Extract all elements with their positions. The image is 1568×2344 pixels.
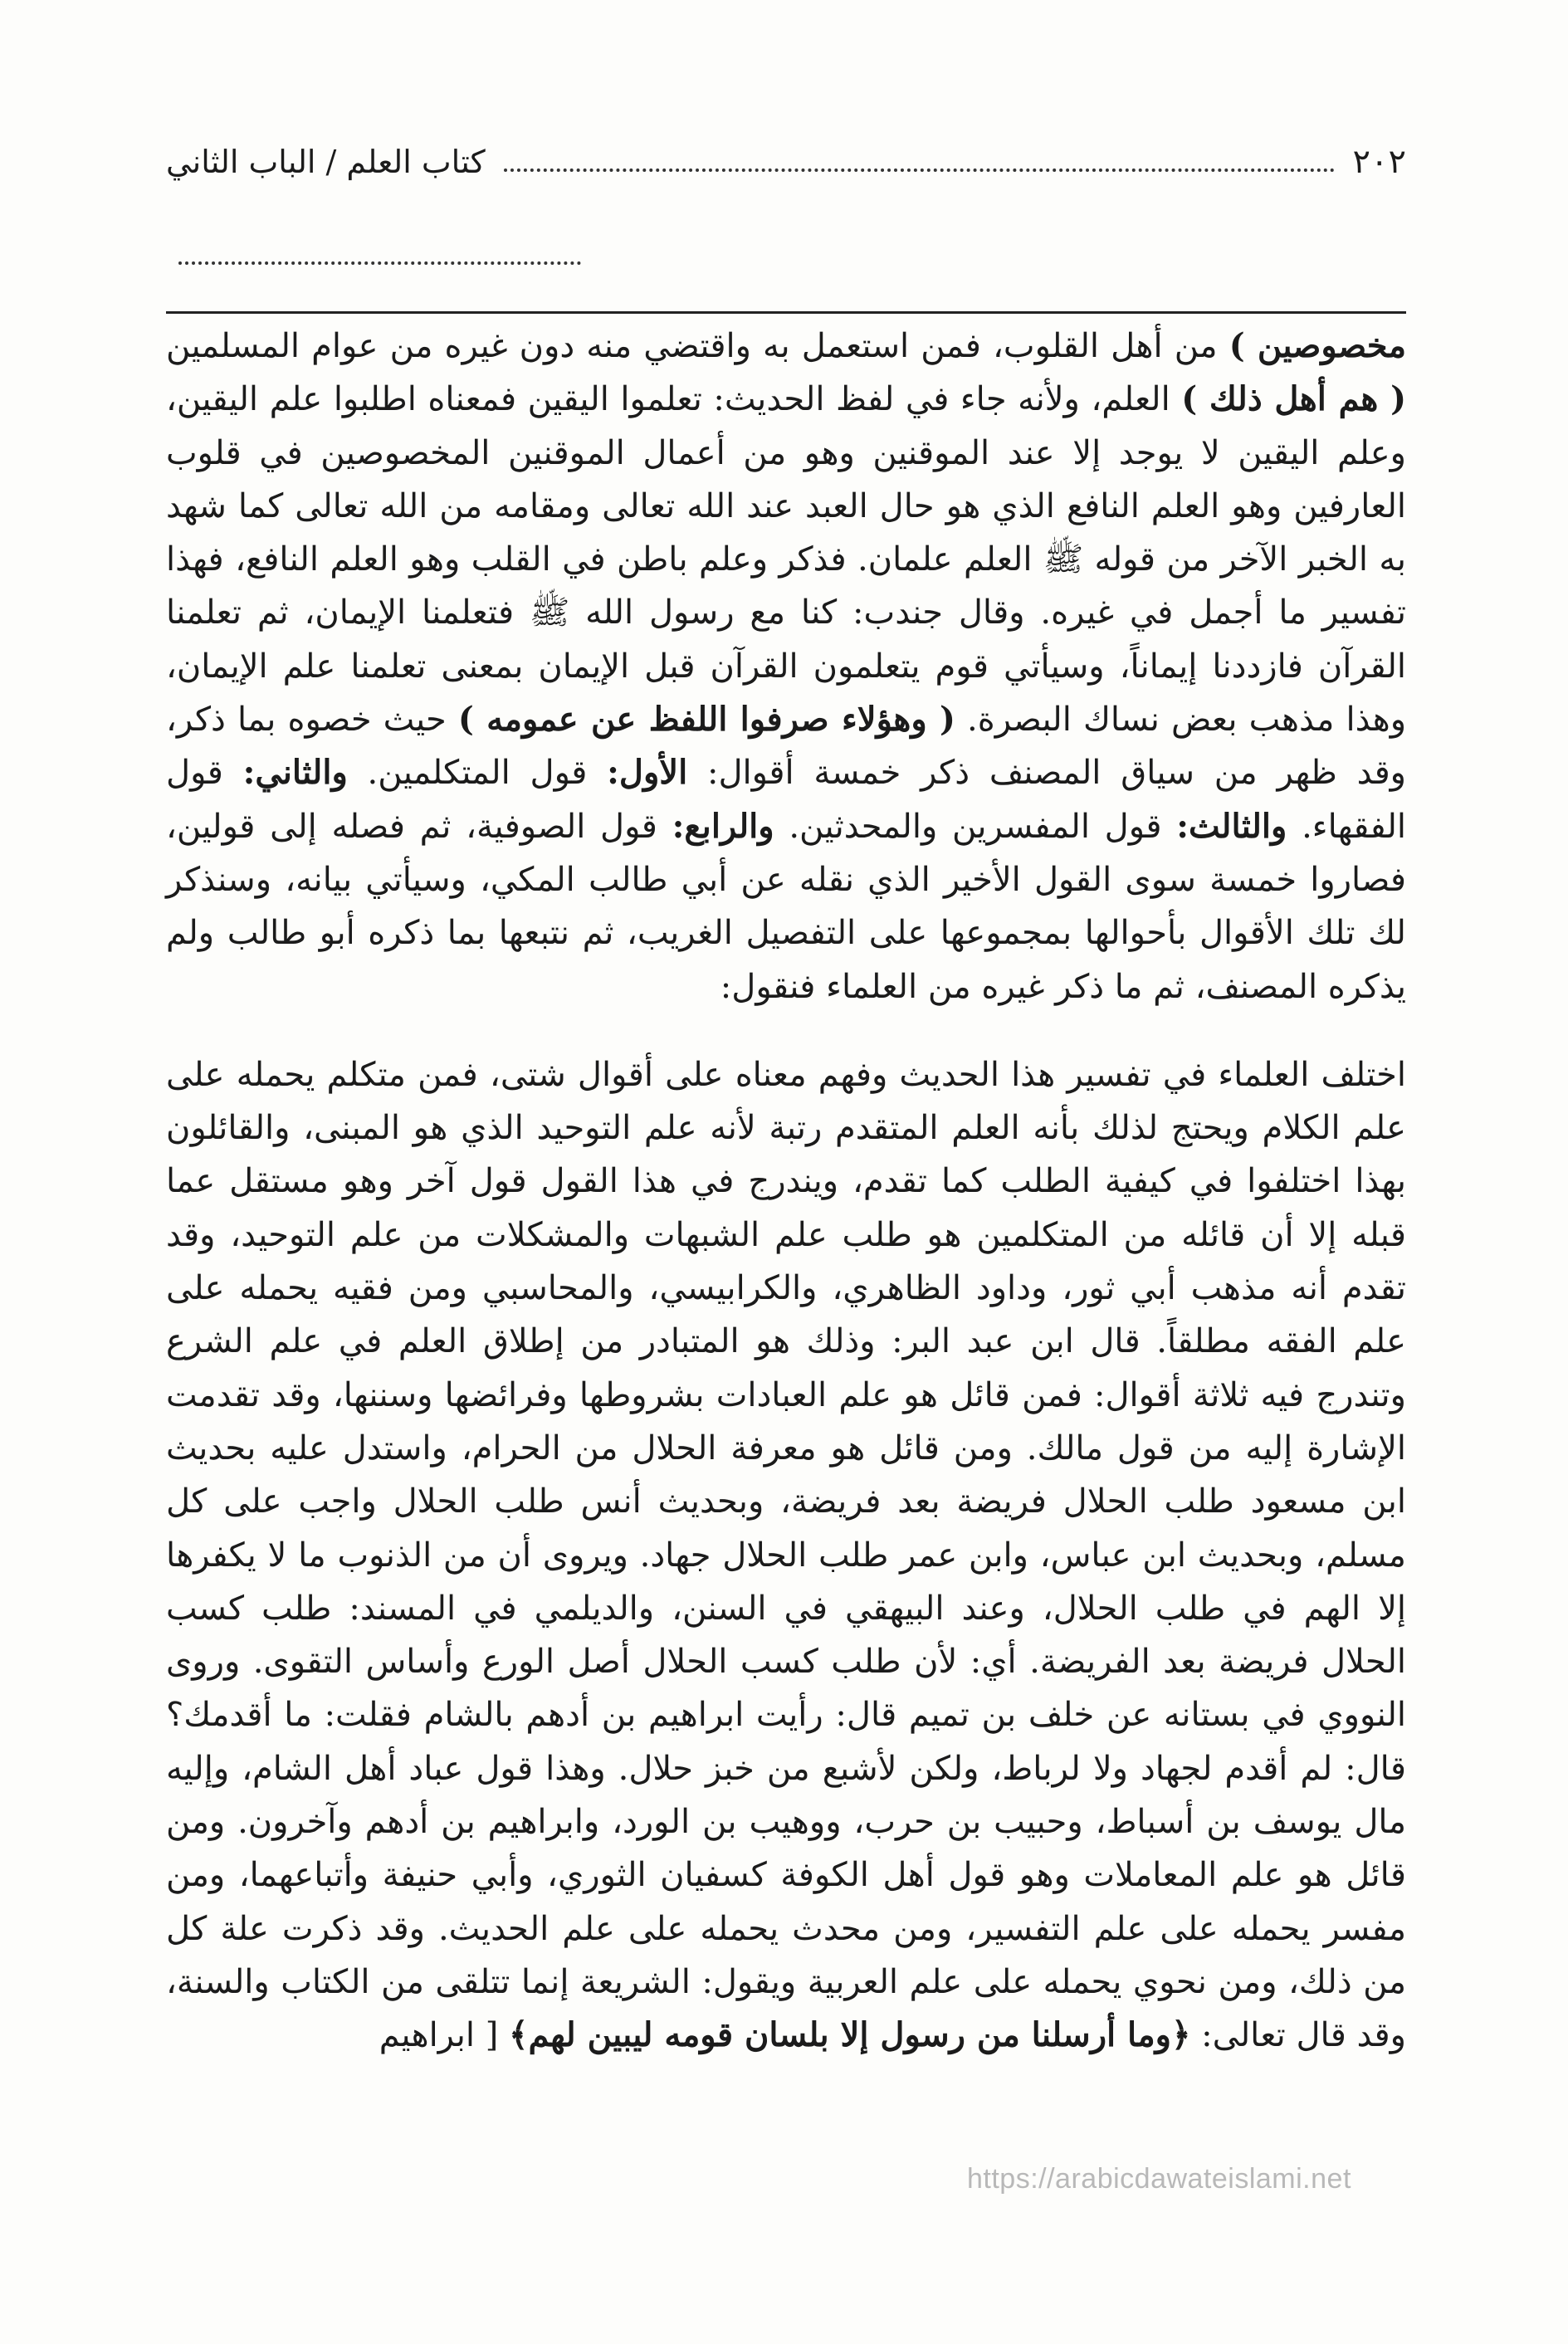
text-segment: من أهل القلوب، فمن استعمل به واقتضي منه دون غيره من عوام المسلمين: [166, 327, 1229, 365]
bold-segment: الأول:: [607, 753, 688, 793]
watermark: https://arabicdawateislami.net: [967, 2163, 1351, 2195]
running-header: [166, 133, 1406, 191]
commentary-text: [166, 320, 1406, 2063]
commentary-paragraph: [166, 1048, 1406, 2063]
bold-segment: والرابع:: [672, 806, 774, 846]
separator-rule: [166, 311, 1406, 314]
commentary-paragraph: [166, 320, 1406, 1013]
text-segment: حيث خصوه بما ذكر، وقد ظهر من سياق المصنف ذكر خمسة أقوال:: [166, 701, 1407, 793]
text-segment: قول الصوفية، ثم فصله إلى قولين، فصاروا خمسة سوى القول الأخير الذي نقله عن أبي طالب المكي، وسيأتي بيانه، وسنذكر لك تلك الأقوال بأحوالها بمجموعها على التفصيل الغريب، ثم نتبعها بما ذكره أبو طالب ولم يذكره المصنف، ثم ما ذكر غيره من العلماء فنقول:: [166, 807, 1406, 1006]
text-segment: قول المفسرين والمحدثين.: [774, 807, 1177, 846]
bold-segment: ( هم أهل ذلك ): [1181, 379, 1406, 419]
bold-segment: ﴿وما أرسلنا من رسول إلا بلسان قومه ليبين لهم﴾: [509, 2015, 1191, 2055]
text-segment: العلم، ولأنه جاء في لفظ الحديث: تعلموا اليقين فمعناه اطلبوا علم اليقين، وعلم اليقين لا يوجد إلا عند الموقنين وهو من أعمال الموقنين المخصوصين في قلوب العارفين وهو العلم النافع الذي هو حال العبد عند الله تعالى ومقامه من الله تعالى كما شهد به الخبر الآخر من قوله ﷺ العلم علمان. فذكر وعلم باطن في القلب وهو العلم النافع، فهذا تفسير ما أجمل في غيره. وقال جندب: كنا مع رسول الله ﷺ فتعلمنا الإيمان، ثم تعلمنا القرآن فازددنا إيماناً، وسيأتي قوم يتعلمون القرآن قبل الإيمان بمعنى تعلمنا علم الإيمان، وهذا مذهب بعض نساك البصرة.: [166, 380, 1407, 740]
bold-segment: ( وهؤلاء صرفوا اللفظ عن عمومه ): [457, 700, 955, 740]
header-dot-leader: [504, 168, 1335, 172]
matn-placeholder-dots: [178, 261, 581, 265]
text-segment: قول المتكلمين.: [347, 754, 608, 793]
page-number: ٢٠٢: [1352, 143, 1406, 181]
text-segment: اختلف العلماء في تفسير هذا الحديث وفهم معناه على أقوال شتى، فمن متكلم يحمله على علم الكلام ويحتج لذلك بأنه العلم المتقدم رتبة لأنه علم التوحيد الذي هو المبنى، والقائلون بهذا اختلفوا في كيفية الطلب كما تقدم، ويندرج في هذا القول قول آخر وهو مستقل عما قبله إلا أن قائله من المتكلمين هو طلب علم الشبهات والمشكلات من علم التوحيد، وقد تقدم أنه مذهب أبي ثور، وداود الظاهري، والكرابيسي، والمحاسبي ومن فقيه يحمله على علم الفقه مطلقاً. قال ابن عبد البر: وذلك هو المتبادر من إطلاق العلم في علم الشرع وتندرج فيه ثلاثة أقوال: فمن قائل هو علم العبادات بشروطها وفرائضها وسننها، وقد تقدمت الإشارة إليه من قول مالك. ومن قائل هو معرفة الحلال من الحرام، واستدل عليه بحديث ابن مسعود طلب الحلال فريضة بعد فريضة، وبحديث أنس طلب الحلال واجب على كل مسلم، وبحديث ابن عباس، وابن عمر طلب الحلال جهاد. ويروى أن من الذنوب ما لا يكفرها إلا الهم في طلب الحلال، وعند البيهقي في السنن، والديلمي في المسند: طلب كسب الحلال فريضة بعد الفريضة. أي: لأن طلب كسب الحلال أصل الورع وأساس التقوى. وروى النووي في بستانه عن خلف بن تميم قال: رأيت ابراهيم بن أدهم بالشام فقلت: ما أقدمك؟ قال: لم أقدم لجهاد ولا لرباط، ولكن لأشبع من خبز حلال. وهذا قول عباد أهل الشام، وإليه مال يوسف بن أسباط، وحبيب بن حرب، ووهيب بن الورد، وابراهيم بن أدهم وآخرون. ومن قائل هو علم المعاملات وهو قول أهل الكوفة كسفيان الثوري، وأبي حنيفة وأتباعهما، ومن مفسر يحمله على علم التفسير، ومن محدث يحمله على علم الحديث. وقد ذكرت علة كل من ذلك، ومن نحوي يحمله على علم العربية ويقول: الشريعة إنما تتلقى من الكتاب والسنة، وقد قال تعالى:: [166, 1055, 1407, 2055]
chapter-title: كتاب العلم / الباب الثاني: [166, 144, 486, 180]
bold-segment: والثاني:: [242, 753, 348, 793]
text-segment: قول الفقهاء.: [166, 754, 1406, 846]
bold-segment: والثالث:: [1176, 806, 1287, 846]
bold-segment: مخصوصين ): [1229, 326, 1406, 365]
text-segment: [ ابراهيم: [379, 2016, 510, 2055]
